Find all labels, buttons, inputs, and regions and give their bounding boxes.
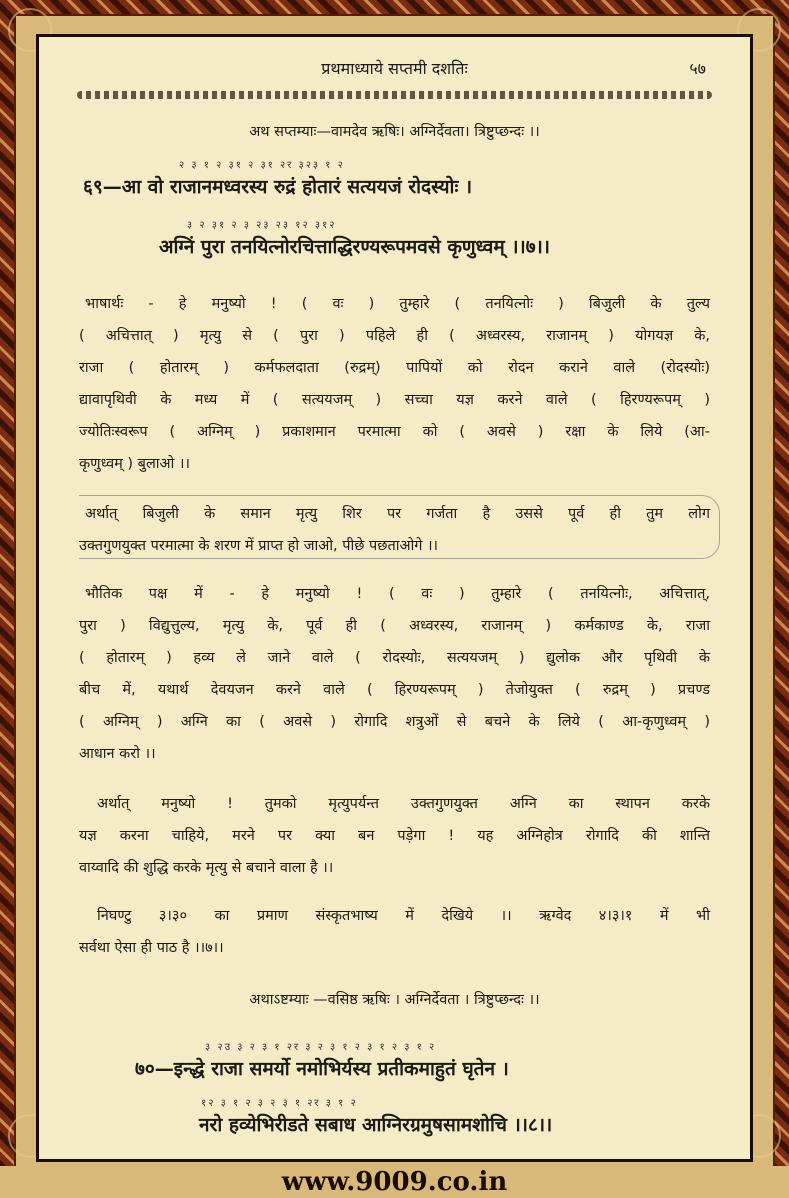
ornamental-divider bbox=[77, 91, 712, 99]
bhasharth-line: राजा ( होतारम् ) कर्मफलदाता (रुद्रम्) पापियों को रोदन कराने वाले (रोदस्योः) bbox=[79, 360, 710, 376]
reference-line: सर्वथा ऐसा ही पाठ है ।।७।। bbox=[79, 940, 224, 956]
bhasharth-line: द्यावापृथिवी के मध्य में ( सत्ययजम् ) सच्चा यज्ञ करने वाले ( हिरण्यरूपम् ) bbox=[79, 392, 710, 408]
bhasharth-line: कृणुध्वम् ) बुलाओ ।। bbox=[79, 456, 190, 472]
reference-line: निघण्टु ३।३० का प्रमाण संस्कृतभाष्य में देखिये ।। ऋग्वेद ४।३।१ में भी bbox=[97, 908, 710, 924]
meaning-line: यज्ञ करना चाहिये, मरने पर क्या बन पड़ेगा ! यह अग्निहोत्र रोगादि की शान्ति bbox=[79, 828, 710, 844]
mantra-line: ६९—आ वो राजानमध्वरस्य रुद्रं होतारं सत्ययजं रोदस्योः । bbox=[83, 176, 473, 198]
page-header bbox=[39, 57, 750, 87]
bhautik-line: आधान करो ।। bbox=[79, 746, 156, 762]
chapter-title: प्रथमाध्याये सप्तमी दशतिः bbox=[321, 59, 468, 78]
bhasharth-line: ज्योतिःस्वरूप ( अग्निम् ) प्रकाशमान परमात्मा को ( अवसे ) रक्षा के लिये (आ- bbox=[79, 424, 710, 440]
accent-marks: १२ ३ १ २ ३ २ ३ १ २र ३ १ २ bbox=[201, 1098, 358, 1109]
meaning-line: उक्तगुणयुक्त परमात्मा के शरण में प्राप्त हो जाओ, पीछे पछताओगे ।। bbox=[79, 538, 439, 554]
meaning-line: वाय्वादि की शुद्धि करके मृत्यु से बचाने वाला है ।। bbox=[79, 860, 334, 876]
site-url: www.9009.co.in bbox=[0, 1166, 789, 1198]
accent-marks: २ ३ १ २ ३१ २ ३१ २र ३२३ १ २ bbox=[179, 160, 345, 171]
bhautik-line: ( होतारम् ) हव्य ले जाने वाले ( रोदस्योः, सत्ययजम् ) द्युलोक और पृथिवी के bbox=[79, 650, 710, 666]
book-page bbox=[36, 34, 753, 1162]
bhautik-line: भौतिक पक्ष में - हे मनुष्यो ! ( वः ) तुम्हारे ( तनयित्नोः, अचित्तात्, bbox=[85, 586, 710, 602]
bhautik-line: पुरा ) विद्युत्तुल्य, मृत्यु के, पूर्व ही ( अध्वरस्य, राजानम् ) कर्मकाण्ड के, राजा bbox=[79, 618, 710, 634]
intro-line: अथ सप्तम्याः—वामदेव ऋषिः। अग्निर्देवता। त्रिष्टुप्छन्दः ।। bbox=[249, 124, 540, 140]
page-number: ५७ bbox=[689, 59, 706, 78]
mantra-line: नरो हव्येभिरीडते सबाध आग्निरग्रमुषसामशोचि ।।८।। bbox=[199, 1114, 553, 1136]
mantra-line: अग्निं पुरा तनयित्नोरचित्ताद्धिरण्यरूपमवसे कृणुध्वम् ।।७।। bbox=[159, 236, 551, 258]
accent-marks: ३ २उ ३ २ ३ १ २र ३ २ ३ १ २ ३ १ २ ३ १ २ bbox=[205, 1042, 437, 1053]
bhasharth-line: भाषार्थः - हे मनुष्यो ! ( वः ) तुम्हारे ( तनयित्नोः ) बिजुली के तुल्य bbox=[85, 296, 710, 312]
meaning-line: अर्थात् मनुष्यो ! तुमको मृत्युपर्यन्त उक्तगुणयुक्त अग्नि का स्थापन करके bbox=[97, 796, 710, 812]
bhautik-line: ( अग्निम् ) अग्नि का ( अवसे ) रोगादि शत्रुओं से बचने के लिये ( आ-कृणुध्वम् ) bbox=[79, 714, 710, 730]
bhasharth-line: ( अचित्तात् ) मृत्यु से ( पुरा ) पहिले ही ( अध्वरस्य, राजानम् ) योगयज्ञ के, bbox=[79, 328, 710, 344]
accent-marks: ३ २ ३१ २ ३ २३ २३ १२ ३१२ bbox=[187, 220, 337, 231]
bhautik-line: बीच में, यथार्थ देवयजन करने वाले ( हिरण्यरूपम् ) तेजोयुक्त ( रुद्रम् ) प्रचण्ड bbox=[79, 682, 710, 698]
mantra-line: ७०—इन्द्धे राजा समर्यो नमोभिर्यस्य प्रतीकमाहुतं घृतेन । bbox=[135, 1058, 509, 1080]
intro-line: अथाऽष्टम्याः —वसिष्ठ ऋषिः । अग्निर्देवता । त्रिष्टुप्छन्दः ।। bbox=[249, 992, 540, 1008]
meaning-line: अर्थात् बिजुली के समान मृत्यु शिर पर गर्जता है उससे पूर्व ही तुम लोग bbox=[85, 506, 710, 522]
